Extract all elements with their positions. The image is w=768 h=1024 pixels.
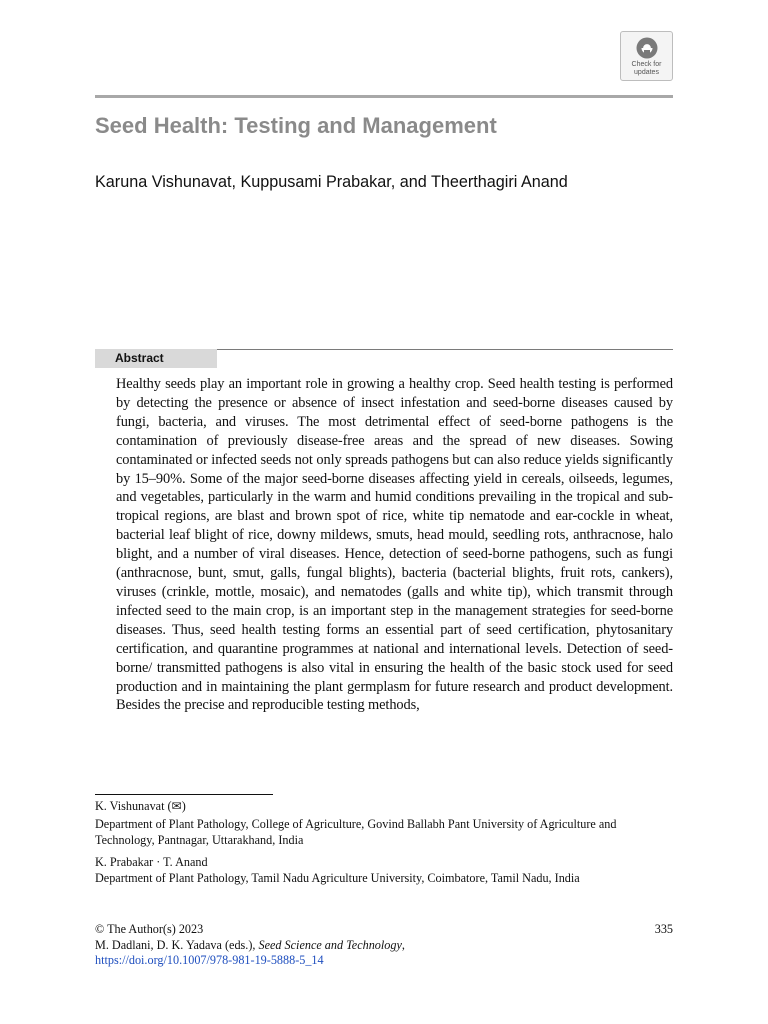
citation-comma: ,: [401, 938, 405, 952]
chapter-title: Seed Health: Testing and Management: [95, 113, 497, 138]
book-title: Seed Science and Technology: [258, 938, 402, 952]
footnote-affiliation-1: Department of Plant Pathology, College of Agriculture, Govind Ballabh Pant University of Agriculture and Technology, Pantnagar, Uttarakhand, India: [95, 817, 617, 847]
footnote-author-1: [95, 799, 673, 815]
footnote-rule: [95, 794, 273, 795]
badge-label: [621, 61, 672, 77]
email-icon[interactable]: ✉: [171, 799, 182, 813]
abstract-text: Healthy seeds play an important role in growing a healthy crop. Seed health testing is performed by detecting the presence or absence of insect infestation and seed-borne diseases caused by fungi, bacteria, and viruses. The most detrimental effect of seed-borne pathogens is the contamination of previously disease-free areas and the spread of new diseases. Sowing contaminated or infected seeds not only spreads pathogens but can also reduce yields significantly by 15–90%. Some of the major seed-borne diseases affecting yield in cereals, oilseeds, legumes, and vegetables, particularly in the warm and humid conditions prevailing in the tropical and sub-tropical regions, are blast and brown spot of rice, white tip nematode and ear-cockle in wheat, bacterial leaf blight of rice, downy mildews, smuts, head mould, seedling rots, anthracnose, halo blight, and a number of viral diseases. Hence, detection of seed-borne pathogens, such as fungi (anthracnose, bunt, smut, galls, fungal blights), bacteria (bacterial blights, fruit rots, cankers), viruses (crinkle, mottle, mosaic), and nematodes (galls and white tip), which transmit through infected seed to the main crop, is an important step in the management strategies for seed-borne diseases. Thus, seed health testing forms an essential part of seed certification, phytosanitary certification, and quarantine programmes at national and international levels. Detection of seed-borne/ transmitted pathogens is also vital in ensuring the health of the basic stock used for seed production and in maintaining the plant germplasm for future research and product development. Besides the precise and reproducible testing methods,: [116, 376, 673, 714]
doi-link[interactable]: https://doi.org/10.1007/978-981-19-5888-5_14: [95, 953, 324, 967]
footnote-author-2: K. Prabakar · T. Anand: [95, 855, 208, 869]
check-for-updates-icon: [634, 36, 660, 60]
author-list: Karuna Vishunavat, Kuppusami Prabakar, and Theerthagiri Anand: [95, 173, 568, 191]
author-1-close: ): [181, 799, 186, 813]
abstract-heading: Abstract: [95, 349, 217, 368]
author-1-name: K. Vishunavat (: [95, 799, 172, 813]
page-number: 335: [654, 922, 673, 936]
copyright-notice: © The Author(s) 2023: [95, 922, 204, 936]
check-for-updates-badge[interactable]: [620, 31, 673, 81]
book-citation: [95, 938, 405, 954]
footnote-affiliation-2: Department of Plant Pathology, Tamil Nadu Agriculture University, Coimbatore, Tamil Nadu, India: [95, 871, 580, 885]
badge-line-1: Check for: [631, 61, 662, 68]
badge-line-2: updates: [634, 69, 659, 76]
editors: M. Dadlani, D. K. Yadava (eds.),: [95, 938, 259, 952]
header-rule: [95, 95, 673, 98]
